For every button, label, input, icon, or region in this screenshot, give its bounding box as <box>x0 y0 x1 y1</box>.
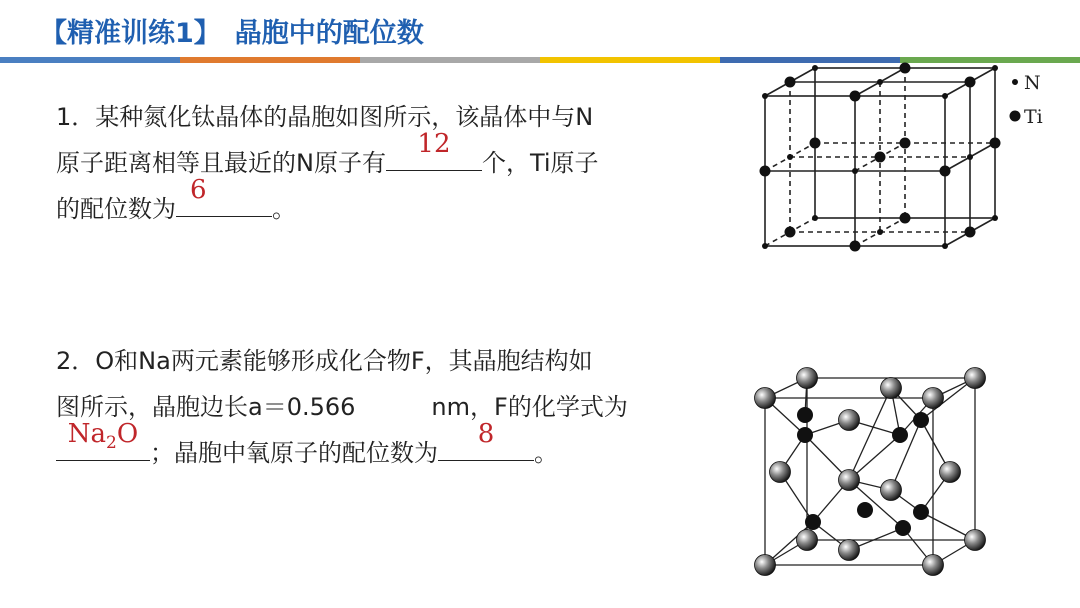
q2-line1: 2．O和Na两元素能够形成化合物F，其晶胞结构如 <box>56 347 593 375</box>
stripe-seg <box>540 57 720 63</box>
q1-line3-pre: 的配位数为 <box>56 195 176 223</box>
formula-sub: 2 <box>106 433 117 454</box>
stripe-seg <box>360 57 540 63</box>
tin-crystal-figure <box>745 58 1045 258</box>
q1-line2 <box>56 129 696 186</box>
page-title <box>40 14 424 54</box>
formula-na: Na <box>67 419 107 449</box>
legend-n-label: N <box>1024 72 1041 94</box>
stripe-seg <box>0 57 180 63</box>
stripe-seg <box>180 57 360 63</box>
legend-n-dot <box>1012 79 1018 85</box>
question-2 <box>56 338 696 476</box>
q2-line2-pre: 图所示，晶胞边长a＝0.566 <box>56 393 356 421</box>
answer-blank <box>386 129 482 171</box>
q1-line2-post: 个，Ti原子 <box>481 149 599 177</box>
q2-line2 <box>56 384 696 430</box>
q2-line3 <box>56 419 696 476</box>
title-text: 晶胞中的配位数 <box>234 18 424 49</box>
answer-text: 12 <box>417 129 451 159</box>
legend-ti-dot <box>1010 111 1021 122</box>
q1-line1: 1．某种氮化钛晶体的晶胞如图所示，该晶体中与N <box>56 103 594 131</box>
q1-line3-post: 。 <box>272 195 296 223</box>
answer-blank <box>438 419 534 461</box>
q2-line3-mid: ；晶胞中氧原子的配位数为 <box>150 439 438 467</box>
formula-o: O <box>116 419 139 449</box>
answer-text <box>56 418 150 459</box>
answer-blank <box>176 175 272 217</box>
q2-line2-post: nm，F的化学式为 <box>431 393 628 421</box>
na2o-crystal-figure <box>745 360 995 585</box>
question-1 <box>56 94 696 232</box>
legend-ti-label: Ti <box>1024 106 1043 128</box>
answer-text: 6 <box>190 175 207 205</box>
q1-line2-pre: 原子距离相等且最近的N原子有 <box>56 149 386 177</box>
title-label: 【精准训练1】 <box>40 18 221 49</box>
answer-blank <box>56 419 150 461</box>
q1-line3 <box>56 175 696 232</box>
answer-text: 8 <box>477 419 495 449</box>
q2-line3-post: 。 <box>534 439 558 467</box>
